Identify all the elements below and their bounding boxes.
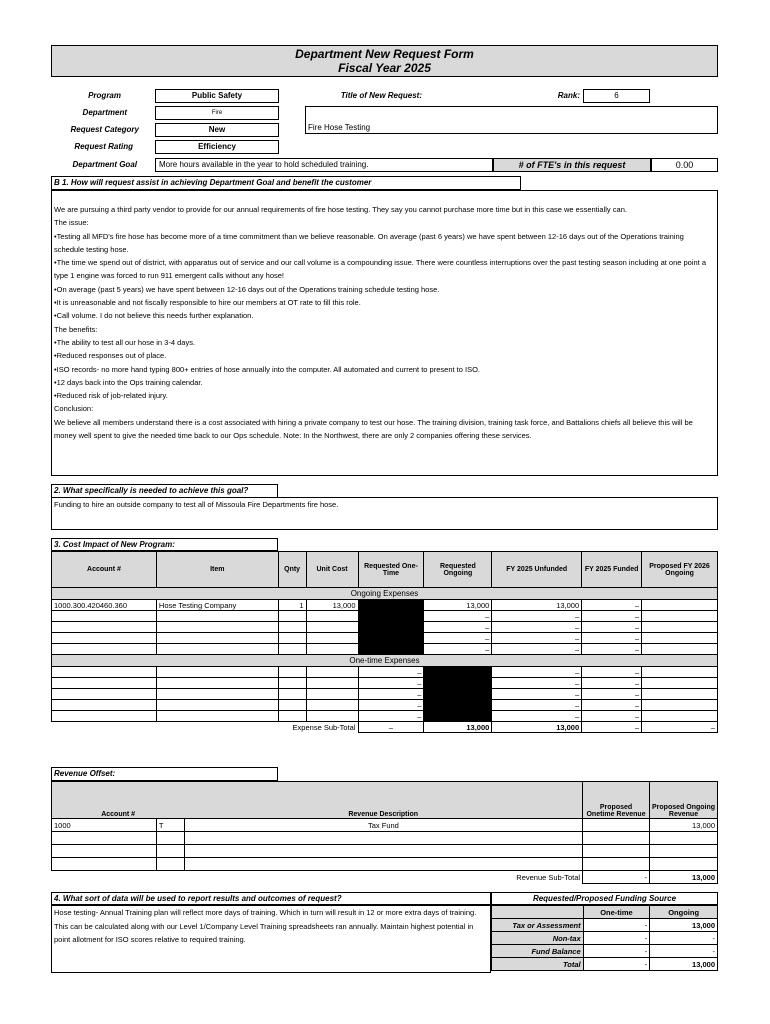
cell-account[interactable] bbox=[52, 678, 157, 689]
cell-funded[interactable]: – bbox=[582, 600, 642, 611]
goal-field[interactable]: More hours available in the year to hold scheduled training. bbox=[155, 158, 493, 172]
funding-ongoing[interactable]: - bbox=[650, 945, 718, 958]
cell-account[interactable] bbox=[52, 611, 157, 622]
funding-onetime[interactable]: - bbox=[583, 945, 650, 958]
q3-heading: 3. Cost Impact of New Program: bbox=[51, 538, 278, 551]
cell-unit[interactable]: 13,000 bbox=[306, 600, 358, 611]
cell-ongoing[interactable]: – bbox=[424, 622, 492, 633]
cell-account[interactable] bbox=[52, 644, 157, 655]
q1-line: The benefits: bbox=[54, 324, 98, 334]
request-title-field[interactable]: Fire Hose Testing bbox=[305, 106, 718, 134]
funding-total-row bbox=[492, 958, 718, 971]
subtotal-funded: – bbox=[582, 722, 642, 733]
cell-proposed[interactable] bbox=[642, 622, 718, 633]
table-row bbox=[52, 622, 718, 633]
cell-unit[interactable] bbox=[306, 633, 358, 644]
cell-proposed[interactable] bbox=[642, 633, 718, 644]
cell-unit[interactable] bbox=[306, 667, 358, 678]
cell-item[interactable] bbox=[156, 622, 278, 633]
funding-ongoing: 13,000 bbox=[650, 958, 718, 971]
rev-col-ongoing: Proposed Ongoing Revenue bbox=[650, 782, 718, 819]
rev-cell-account[interactable] bbox=[52, 832, 157, 845]
q1-line: We believe all members understand there is a cost associated with hiring a private company to test our hose. The training division, training task force, and Battalions chiefs all believe this will be money well spent to give the needed time back to our Ops schedule. Note: In the Northwest, there are only 2 companies offering these services. bbox=[54, 417, 693, 441]
cell-proposed[interactable] bbox=[642, 711, 718, 722]
ongoing-band: Ongoing Expenses bbox=[52, 588, 718, 600]
cell-qty[interactable] bbox=[278, 700, 306, 711]
rev-cell-desc[interactable]: Tax Fund bbox=[184, 819, 582, 832]
blocked-cell bbox=[358, 622, 424, 633]
rev-cell-onetime[interactable] bbox=[583, 858, 650, 871]
q1-line: •The ability to test all our hose in 3-4 days. bbox=[54, 337, 196, 347]
cell-funded[interactable]: – bbox=[582, 644, 642, 655]
rev-subtotal-ongoing: 13,000 bbox=[650, 871, 718, 884]
cell-funded[interactable]: – bbox=[582, 622, 642, 633]
department-field[interactable]: Fire bbox=[155, 106, 279, 120]
funding-onetime[interactable]: - bbox=[583, 919, 650, 932]
revenue-header-row bbox=[52, 782, 718, 819]
cell-ongoing[interactable]: – bbox=[424, 611, 492, 622]
cell-ongoing[interactable]: – bbox=[424, 633, 492, 644]
rev-col-onetime: Proposed Onetime Revenue bbox=[583, 782, 650, 819]
onetime-band: One-time Expenses bbox=[52, 655, 718, 667]
table-row bbox=[52, 633, 718, 644]
cell-account[interactable] bbox=[52, 700, 157, 711]
cell-unit[interactable] bbox=[306, 611, 358, 622]
cell-proposed[interactable] bbox=[642, 700, 718, 711]
table-row bbox=[52, 644, 718, 655]
category-field[interactable]: New bbox=[155, 123, 279, 137]
col-unit-cost: Unit Cost bbox=[306, 552, 358, 588]
cell-unfunded[interactable]: – bbox=[492, 644, 582, 655]
rev-cell-desc[interactable] bbox=[184, 832, 582, 845]
cell-unit[interactable] bbox=[306, 678, 358, 689]
rev-cell-code[interactable] bbox=[156, 832, 184, 845]
q1-answer[interactable] bbox=[51, 190, 718, 476]
cell-qty[interactable] bbox=[278, 678, 306, 689]
cell-ongoing[interactable]: – bbox=[424, 644, 492, 655]
funding-header-row bbox=[492, 906, 718, 919]
cell-qty[interactable] bbox=[278, 633, 306, 644]
rank-field[interactable]: 6 bbox=[583, 89, 650, 103]
col-proposed: Proposed FY 2026 Ongoing bbox=[642, 552, 718, 588]
q4-heading: 4. What sort of data will be used to report results and outcomes of request? bbox=[51, 892, 491, 905]
rev-cell-onetime[interactable] bbox=[583, 845, 650, 858]
cell-qty[interactable] bbox=[278, 644, 306, 655]
cell-onetime[interactable]: – bbox=[358, 678, 424, 689]
rev-cell-onetime[interactable] bbox=[583, 819, 650, 832]
funding-row-label: Fund Balance bbox=[492, 945, 584, 958]
fte-field[interactable]: 0.00 bbox=[651, 158, 718, 172]
subtotal-proposed: – bbox=[642, 722, 718, 733]
q1-line: The issue: bbox=[54, 218, 89, 228]
funding-ongoing[interactable]: 13,000 bbox=[650, 919, 718, 932]
col-requested-ongoing: Requested Ongoing bbox=[424, 552, 492, 588]
rev-cell-desc[interactable] bbox=[184, 858, 582, 871]
funding-row-label: Total bbox=[492, 958, 584, 971]
cell-onetime[interactable]: – bbox=[358, 667, 424, 678]
rev-cell-account[interactable] bbox=[52, 858, 157, 871]
funding-onetime: - bbox=[583, 958, 650, 971]
cost-table bbox=[51, 551, 718, 733]
goal-label: Department Goal bbox=[72, 160, 137, 169]
table-row bbox=[52, 689, 718, 700]
rev-cell-ongoing[interactable] bbox=[650, 832, 718, 845]
cell-proposed[interactable] bbox=[642, 689, 718, 700]
program-field[interactable]: Public Safety bbox=[155, 89, 279, 103]
cell-funded[interactable]: – bbox=[582, 678, 642, 689]
blocked-cell bbox=[424, 667, 492, 678]
cell-onetime[interactable]: – bbox=[358, 711, 424, 722]
table-row bbox=[52, 858, 718, 871]
rev-cell-onetime[interactable] bbox=[583, 832, 650, 845]
cell-unit[interactable] bbox=[306, 700, 358, 711]
col-unfunded: FY 2025 Unfunded bbox=[492, 552, 582, 588]
cell-funded[interactable]: – bbox=[582, 633, 642, 644]
cell-unit[interactable] bbox=[306, 711, 358, 722]
cell-unfunded[interactable]: 13,000 bbox=[492, 600, 582, 611]
cell-account[interactable]: 1000.300.420460.360 bbox=[52, 600, 157, 611]
blocked-cell bbox=[424, 700, 492, 711]
funding-col-blank bbox=[492, 906, 584, 919]
funding-col-onetime: One-time bbox=[583, 906, 650, 919]
cell-funded[interactable]: – bbox=[582, 700, 642, 711]
col-funded: FY 2025 Funded bbox=[582, 552, 642, 588]
cell-item[interactable] bbox=[156, 678, 278, 689]
rank-label: Rank: bbox=[557, 91, 580, 100]
blocked-cell bbox=[358, 644, 424, 655]
cell-proposed[interactable] bbox=[642, 600, 718, 611]
revenue-subtotal-row bbox=[52, 871, 718, 884]
program-label: Program bbox=[88, 91, 121, 100]
subtotal-label: Expense Sub-Total bbox=[52, 722, 359, 733]
blocked-cell bbox=[358, 633, 424, 644]
cell-item[interactable] bbox=[156, 667, 278, 678]
rev-cell-code[interactable]: T bbox=[156, 819, 184, 832]
cell-qty[interactable] bbox=[278, 667, 306, 678]
table-row bbox=[52, 667, 718, 678]
cell-proposed[interactable] bbox=[642, 644, 718, 655]
cell-unfunded[interactable]: – bbox=[492, 667, 582, 678]
funding-row bbox=[492, 919, 718, 932]
revenue-table bbox=[51, 781, 718, 884]
rating-field[interactable]: Efficiency bbox=[155, 140, 279, 154]
col-item: Item bbox=[156, 552, 278, 588]
funding-col-ongoing: Ongoing bbox=[650, 906, 718, 919]
cell-unfunded[interactable]: – bbox=[492, 678, 582, 689]
cell-funded[interactable]: – bbox=[582, 711, 642, 722]
cell-unit[interactable] bbox=[306, 644, 358, 655]
cell-account[interactable] bbox=[52, 667, 157, 678]
subtotal-ongoing: 13,000 bbox=[424, 722, 492, 733]
q1-line: •Reduced responses out of place. bbox=[54, 351, 167, 361]
cell-unfunded[interactable]: – bbox=[492, 633, 582, 644]
q1-line: Conclusion: bbox=[54, 404, 94, 414]
q1-line: We are pursuing a third party vendor to provide for our annual requirements of fire hose testing. They say you cannot purchase more time but in this case we essentially can. bbox=[54, 205, 627, 214]
cell-proposed[interactable] bbox=[642, 678, 718, 689]
q2-heading: 2. What specifically is needed to achieve this goal? bbox=[51, 484, 278, 498]
department-label: Department bbox=[82, 108, 127, 117]
form-title-line2: Fiscal Year 2025 bbox=[338, 61, 431, 75]
blocked-cell bbox=[358, 600, 424, 611]
cell-account[interactable] bbox=[52, 711, 157, 722]
rev-subtotal-onetime: - bbox=[583, 871, 650, 884]
q1-heading: B 1. How will request assist in achieving Department Goal and benefit the customer bbox=[51, 176, 521, 190]
cell-item[interactable] bbox=[156, 700, 278, 711]
subtotal-unfunded: 13,000 bbox=[492, 722, 582, 733]
category-label: Request Category bbox=[70, 125, 139, 134]
q1-line: •It is unreasonable and not fiscally responsible to hire our members at OT rate to fill this role. bbox=[54, 298, 361, 308]
rev-col-desc: Revenue Description bbox=[184, 782, 582, 819]
table-row bbox=[52, 678, 718, 689]
cell-proposed[interactable] bbox=[642, 611, 718, 622]
cell-qty[interactable] bbox=[278, 611, 306, 622]
cell-unfunded[interactable]: – bbox=[492, 611, 582, 622]
rev-cell-code[interactable] bbox=[156, 858, 184, 871]
rev-cell-ongoing[interactable] bbox=[650, 845, 718, 858]
table-row bbox=[52, 832, 718, 845]
blocked-cell bbox=[424, 711, 492, 722]
cell-qty[interactable] bbox=[278, 711, 306, 722]
funding-row bbox=[492, 932, 718, 945]
rev-cell-ongoing[interactable]: 13,000 bbox=[650, 819, 718, 832]
revenue-heading: Revenue Offset: bbox=[51, 767, 278, 781]
q1-line: •On average (past 5 years) we have spent between 12-16 days out of the Operations training schedule testing hose. bbox=[54, 284, 440, 294]
cost-header-row bbox=[52, 552, 718, 588]
cell-item[interactable] bbox=[156, 633, 278, 644]
cell-unfunded[interactable]: – bbox=[492, 622, 582, 633]
cell-qty[interactable] bbox=[278, 622, 306, 633]
rev-cell-ongoing[interactable] bbox=[650, 858, 718, 871]
table-row bbox=[52, 819, 718, 832]
blocked-cell bbox=[424, 678, 492, 689]
funding-heading: Requested/Proposed Funding Source bbox=[491, 892, 718, 905]
col-requested-onetime: Requested One-Time bbox=[358, 552, 424, 588]
cell-unfunded[interactable]: – bbox=[492, 689, 582, 700]
cell-unfunded[interactable]: – bbox=[492, 700, 582, 711]
funding-row-label: Tax or Assessment bbox=[492, 919, 584, 932]
cell-unfunded[interactable]: – bbox=[492, 711, 582, 722]
q1-line: •The time we spend out of district, with apparatus out of service and our call volume is a compounding issue. There were countless interruptions over the past testing season including at one point a type 1 engine was forced to run 911 emergent calls without any hose! bbox=[54, 258, 707, 281]
blocked-cell bbox=[358, 611, 424, 622]
rev-cell-account[interactable]: 1000 bbox=[52, 819, 157, 832]
funding-ongoing[interactable]: - bbox=[650, 932, 718, 945]
subtotal-row bbox=[52, 722, 718, 733]
col-account: Account # bbox=[52, 552, 157, 588]
subtotal-onetime: – bbox=[358, 722, 424, 733]
cell-item[interactable] bbox=[156, 711, 278, 722]
rev-cell-account[interactable] bbox=[52, 845, 157, 858]
funding-table bbox=[491, 905, 718, 971]
col-qty: Qnty bbox=[278, 552, 306, 588]
q1-line: •Testing all MFD's fire hose has become more of a time commitment than we believe reasonable. On average (past 6 years) we have spent between 12-16 days out of the Operations training schedule testing hose. bbox=[54, 231, 684, 254]
cell-onetime[interactable]: – bbox=[358, 700, 424, 711]
table-row bbox=[52, 845, 718, 858]
funding-onetime[interactable]: - bbox=[583, 932, 650, 945]
title-label: Title of New Request: bbox=[340, 91, 422, 100]
cell-funded[interactable]: – bbox=[582, 611, 642, 622]
cell-qty[interactable] bbox=[278, 689, 306, 700]
rating-label: Request Rating bbox=[74, 142, 133, 151]
cell-account[interactable] bbox=[52, 622, 157, 633]
q2-answer[interactable]: Funding to hire an outside company to test all of Missoula Fire Departments fire hose. bbox=[51, 497, 718, 530]
rev-cell-code[interactable] bbox=[156, 845, 184, 858]
q1-line: •Reduced risk of job-related injury. bbox=[54, 391, 168, 401]
funding-row bbox=[492, 945, 718, 958]
rev-subtotal-label: Revenue Sub-Total bbox=[52, 871, 583, 884]
cell-account[interactable] bbox=[52, 689, 157, 700]
cell-item[interactable] bbox=[156, 689, 278, 700]
cell-ongoing[interactable]: 13,000 bbox=[424, 600, 492, 611]
q1-line: •12 days back into the Ops training calendar. bbox=[54, 377, 203, 387]
table-row bbox=[52, 611, 718, 622]
cell-proposed[interactable] bbox=[642, 667, 718, 678]
table-row bbox=[52, 600, 718, 611]
q1-line: •ISO records- no more hand typing 800+ entries of hose annually into the computer. All automated and current to present to ISO. bbox=[54, 364, 480, 374]
fte-label: # of FTE's in this request bbox=[493, 158, 651, 172]
rev-cell-desc[interactable] bbox=[184, 845, 582, 858]
table-row bbox=[52, 700, 718, 711]
cell-qty[interactable]: 1 bbox=[278, 600, 306, 611]
cell-unit[interactable] bbox=[306, 622, 358, 633]
blocked-cell bbox=[424, 689, 492, 700]
cell-item[interactable] bbox=[156, 611, 278, 622]
funding-row-label: Non-tax bbox=[492, 932, 584, 945]
form-title bbox=[51, 45, 718, 77]
cell-onetime[interactable]: – bbox=[358, 689, 424, 700]
q4-answer[interactable]: Hose testing- Annual Training plan will reflect more days of training. Which in turn will result in 12 or more extra days of training. This can be calculated along with our Level 1/Company Level Training spreadsheets ran annually. Maintain highest potential in point allotment for ISO scores relative to required training. bbox=[51, 905, 491, 973]
cell-funded[interactable]: – bbox=[582, 689, 642, 700]
form-title-line1: Department New Request Form bbox=[295, 47, 474, 61]
cell-unit[interactable] bbox=[306, 689, 358, 700]
table-row bbox=[52, 711, 718, 722]
q1-line: •Call volume. I do not believe this needs further explanation. bbox=[54, 311, 254, 321]
cell-account[interactable] bbox=[52, 633, 157, 644]
cell-funded[interactable]: – bbox=[582, 667, 642, 678]
cell-item[interactable]: Hose Testing Company bbox=[156, 600, 278, 611]
cell-item[interactable] bbox=[156, 644, 278, 655]
rev-col-account: Account # bbox=[52, 782, 185, 819]
